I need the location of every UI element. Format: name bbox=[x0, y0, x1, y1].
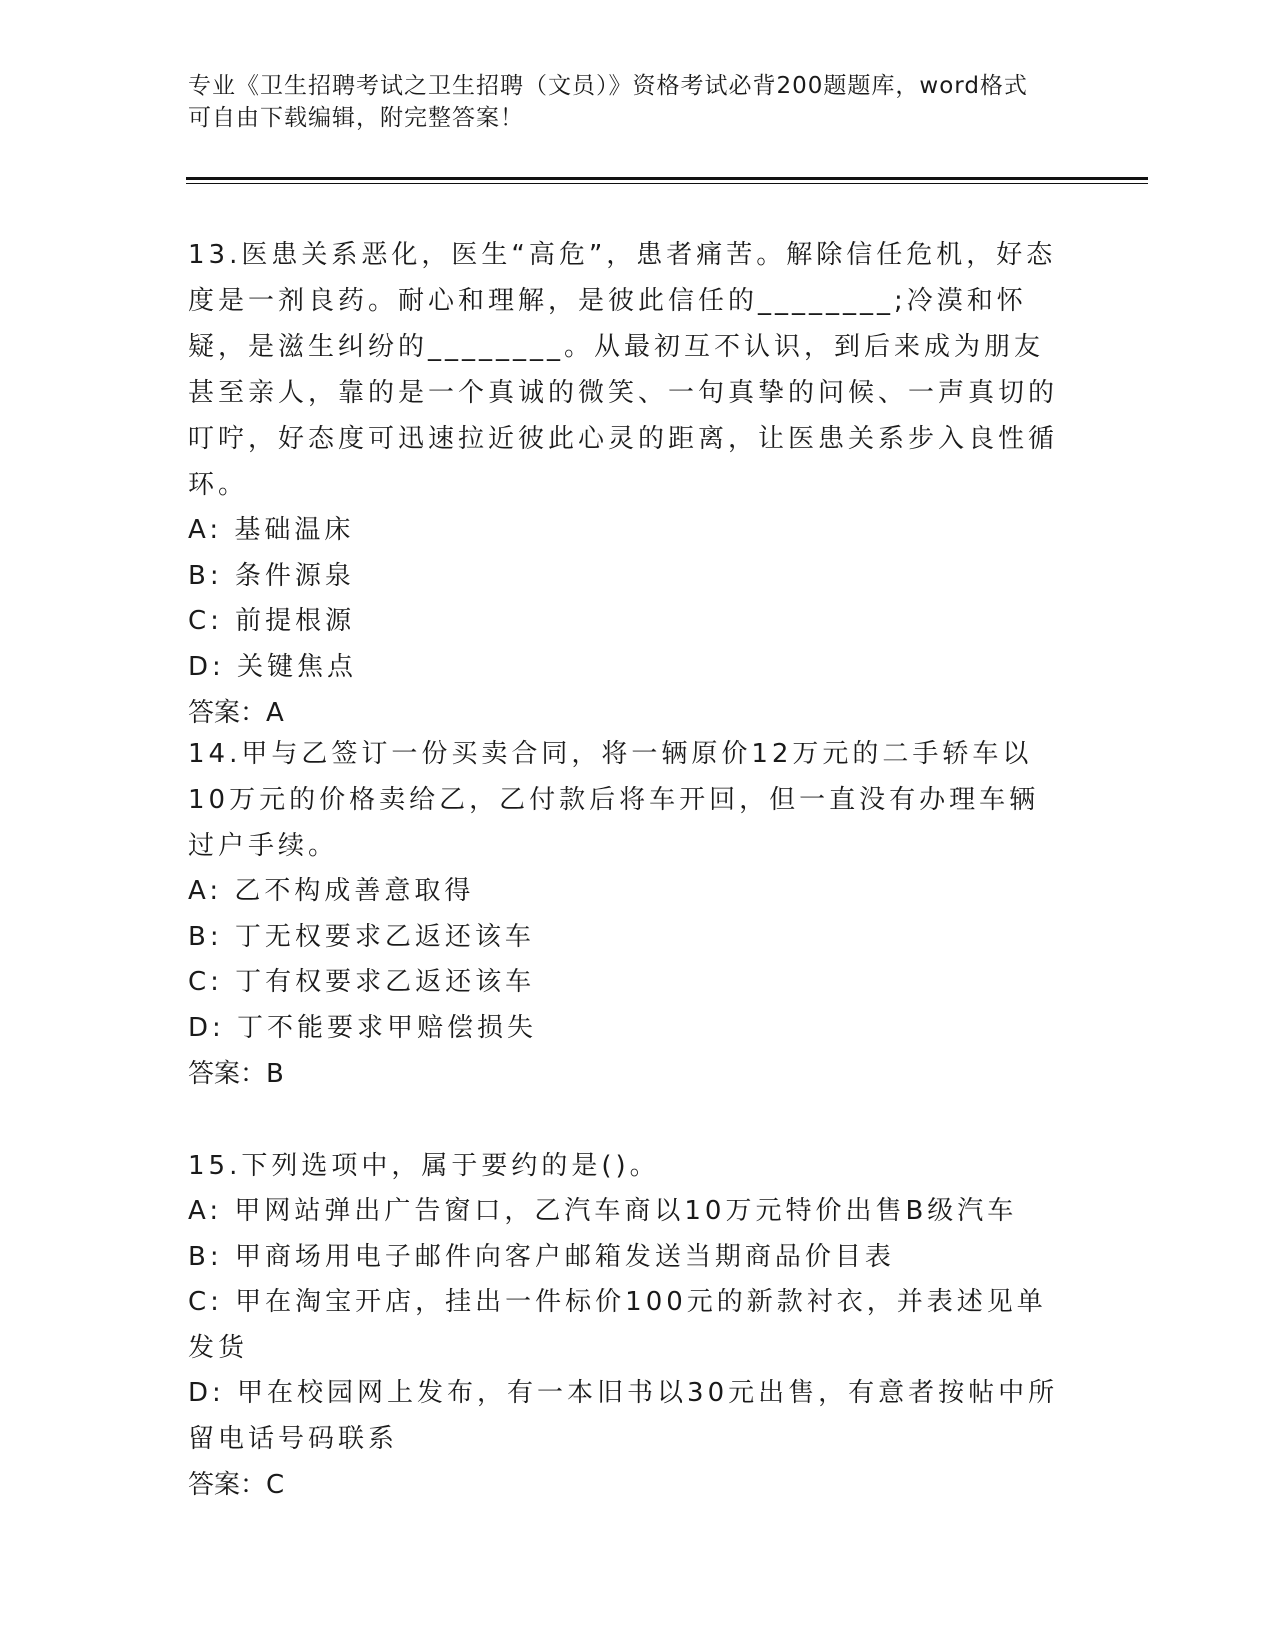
question-15 bbox=[188, 1143, 1068, 1508]
option-b: B: 条件源泉 bbox=[188, 560, 355, 591]
header-title-line-2: 可自由下载编辑，附完整答案！ bbox=[188, 105, 524, 131]
option-a: A: 基础温床 bbox=[188, 515, 355, 545]
answer: 答案：C bbox=[188, 1470, 285, 1500]
answer: 答案：B bbox=[188, 1059, 284, 1089]
question-13 bbox=[188, 232, 1068, 736]
option-c: C: 甲在淘宝开店，挂出一件标价100元的新款衬衣，并表述见单发货 bbox=[188, 1287, 1047, 1363]
question-stem: 15.下列选项中，属于要约的是()。 bbox=[188, 1151, 660, 1181]
question-stem: 13.医患关系恶化，医生“高危”，患者痛苦。解除信任危机，好态度是一剂良药。耐心和理解，是彼此信任的________;冷漠和怀疑，是滋生纠纷的________。从最初互不认识，到后来成为朋友甚至亲人，靠的是一个真诚的微笑、一句真挚的问候、一声真切的叮咛，好态度可迅速拉近彼此心灵的距离，让医患关系步入良性循环。 bbox=[188, 240, 1059, 500]
answer: 答案：A bbox=[188, 698, 284, 728]
document-header bbox=[188, 70, 1068, 134]
option-c: C: 丁有权要求乙返还该车 bbox=[188, 967, 536, 997]
option-d: D: 关键焦点 bbox=[188, 651, 358, 682]
option-b: B: 甲商场用电子邮件向客户邮箱发送当期商品价目表 bbox=[188, 1241, 895, 1272]
option-d: D: 丁不能要求甲赔偿损失 bbox=[188, 1012, 538, 1043]
header-divider-thin bbox=[186, 183, 1148, 184]
option-d: D: 甲在校园网上发布，有一本旧书以30元出售，有意者按帖中所留电话号码联系 bbox=[188, 1378, 1059, 1454]
option-a: A: 甲网站弹出广告窗口，乙汽车商以10万元特价出售B级汽车 bbox=[188, 1196, 1018, 1226]
question-stem: 14.甲与乙签订一份买卖合同，将一辆原价12万元的二手轿车以10万元的价格卖给乙，乙付款后将车开回，但一直没有办理车辆过户手续。 bbox=[188, 739, 1040, 861]
header-divider-thick bbox=[186, 177, 1148, 180]
option-a: A: 乙不构成善意取得 bbox=[188, 876, 475, 906]
option-b: B: 丁无权要求乙返还该车 bbox=[188, 921, 535, 952]
option-c: C: 前提根源 bbox=[188, 606, 356, 636]
question-14 bbox=[188, 731, 1068, 1097]
header-title-line-1: 专业《卫生招聘考试之卫生招聘（文员）》资格考试必背200题题库，word格式 bbox=[188, 73, 1028, 99]
